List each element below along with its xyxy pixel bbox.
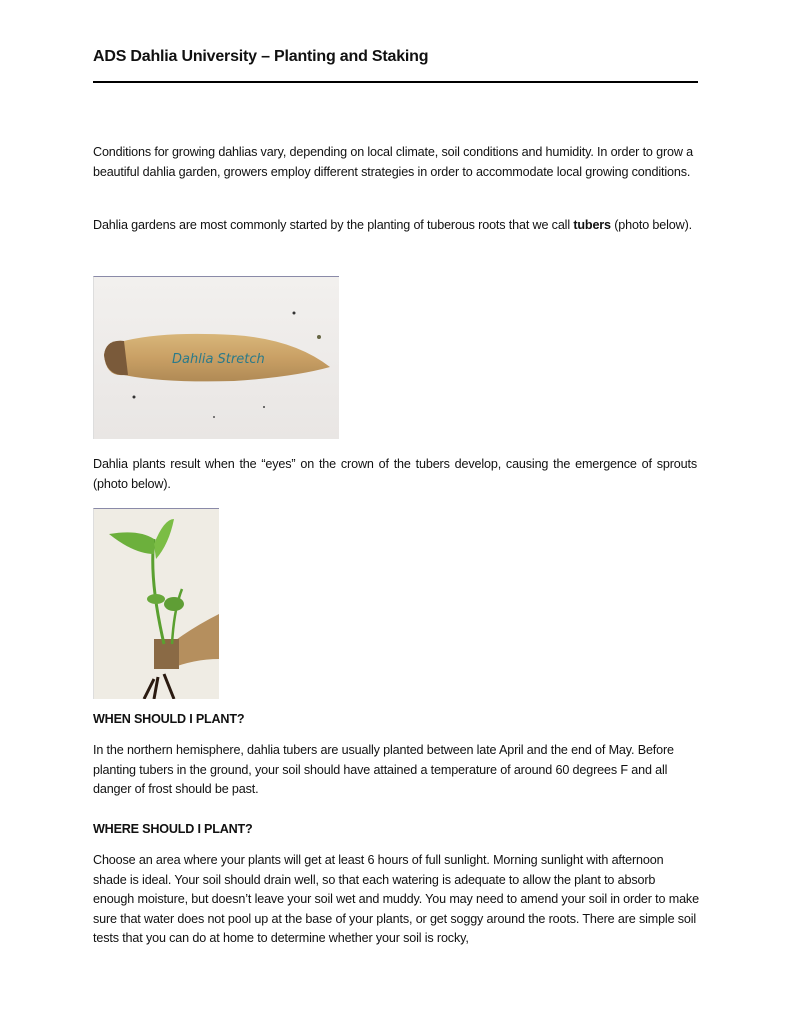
intro-paragraph: Conditions for growing dahlias vary, depending on local climate, soil conditions and humidity. In order to grow a beautiful dahlia garden, growers employ different strategies in order to accommodate local growing conditions. [93, 145, 694, 179]
tubers-paragraph [93, 216, 693, 236]
tubers-text-pre: Dahlia gardens are most commonly started by the planting of tuberous roots that we call [93, 218, 574, 232]
when-heading: WHEN SHOULD I PLANT? [93, 712, 245, 726]
where-heading: WHERE SHOULD I PLANT? [93, 822, 253, 836]
tuber-handwritten-label: Dahlia Stretch [172, 352, 265, 367]
tubers-text-post: (photo below). [610, 218, 692, 232]
page-title: ADS Dahlia University – Planting and Staking [93, 48, 429, 65]
where-paragraph: Choose an area where your plants will get at least 6 hours of full sunlight. Morning sunlight with afternoon shade is ideal. Your soil should drain well, so that each watering is adequate to allow the plant to absorb enough moisture, but doesn’t leave your soil wet and muddy. You may need to amend your soil in order to make sure that water does not pool up at the base of your plants, or get soggy around the roots. There are simple soil tests that you can do at home to determine whether your soil is rocky, [93, 853, 699, 946]
tubers-bold: tubers [573, 218, 611, 232]
sprouts-paragraph: Dahlia plants result when the “eyes” on the crown of the tubers develop, causing the emergence of sprouts (photo below). [93, 457, 697, 491]
sprout-photo [93, 508, 219, 699]
when-paragraph: In the northern hemisphere, dahlia tubers are usually planted between late April and the end of May. Before planting tubers in the ground, your soil should have attained a temperature of around 60 degrees F and all danger of frost should be past. [93, 743, 674, 797]
header-rule [93, 81, 698, 83]
tuber-photo [93, 276, 339, 439]
